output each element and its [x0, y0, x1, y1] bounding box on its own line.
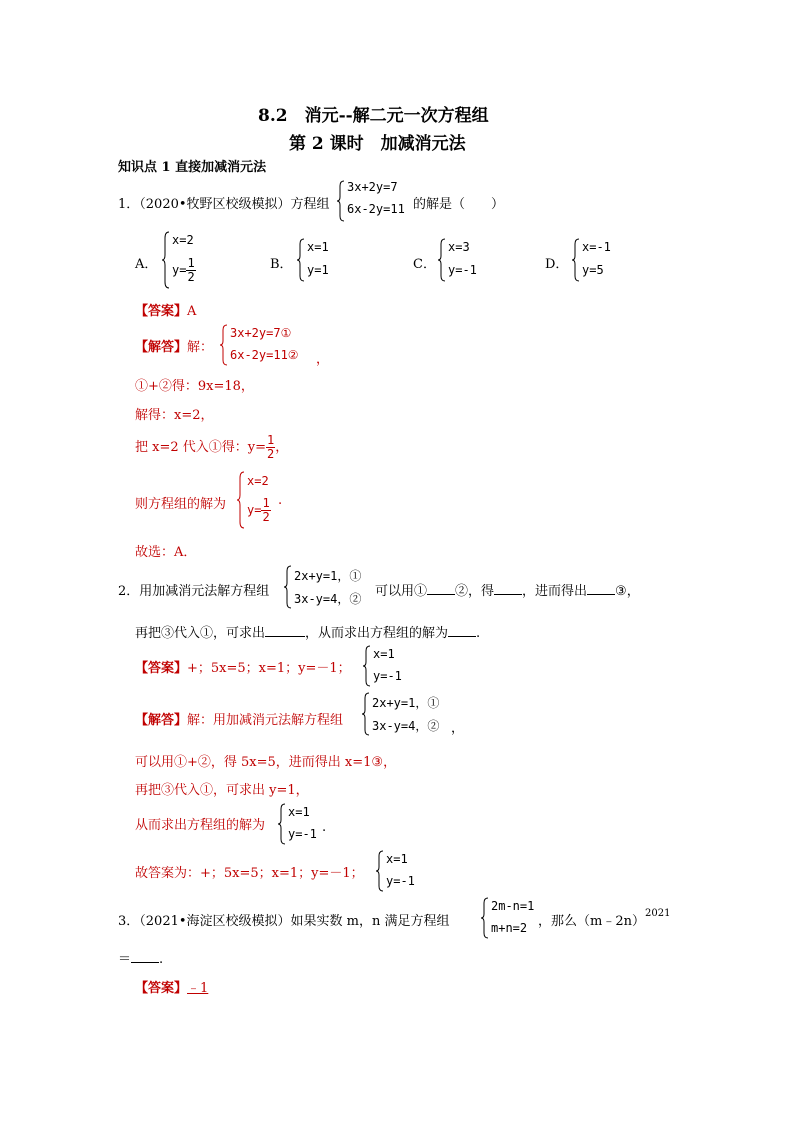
brace-icon	[284, 565, 292, 609]
brace-icon	[376, 850, 384, 892]
solution-tag: 【解答】	[135, 713, 188, 728]
option-a-y-prefix: y=	[172, 263, 187, 277]
brace-icon	[237, 471, 245, 529]
solution-equation-2: 3x-y=4，②	[372, 719, 440, 733]
q2-stem-line-2	[135, 622, 480, 641]
option-c-label: C．	[413, 257, 436, 272]
fraction-numerator: 1	[262, 496, 270, 510]
option-a-x: x=2	[172, 233, 194, 247]
q2-stem-rest	[375, 580, 640, 599]
fill-blank-5	[448, 636, 476, 637]
step-4-x: x=1	[386, 852, 408, 866]
brace-icon	[337, 180, 345, 222]
q1-answer	[135, 300, 196, 319]
equals-sign: ＝	[118, 952, 132, 967]
q1-step-4-prefix: 则方程组的解为	[135, 497, 227, 512]
brace-icon	[572, 238, 580, 282]
q2-equation-system	[284, 565, 384, 609]
solution-equation-2: 6x-2y=11②	[230, 348, 299, 362]
q2-step-4-system	[376, 850, 436, 892]
q1-step-2: 解得：x=2，	[135, 408, 214, 423]
solution-tag: 【解答】	[135, 340, 188, 355]
q3-stem-suffix	[538, 907, 671, 929]
solution-lead-text: 解：	[187, 340, 214, 355]
fraction-numerator: 1	[267, 433, 275, 447]
q2-equation-1: 2x+y=1，①	[294, 569, 362, 583]
q1-equation-1: 3x+2y=7	[347, 180, 398, 194]
step-3-y: y=-1	[288, 827, 317, 841]
q3-line-2	[118, 948, 163, 967]
q1-step-5: 故选：A．	[135, 545, 197, 560]
step-3-suffix: ，	[275, 440, 289, 455]
option-b-system	[297, 238, 357, 282]
q3-equation-2: m+n=2	[491, 921, 528, 935]
step-4-y: y=-1	[386, 874, 415, 888]
q1-stem-suffix: 的解是（ ）	[413, 197, 505, 212]
brace-icon	[162, 231, 170, 289]
answer-tag: 【答案】	[135, 304, 188, 319]
step-3-prefix: 把 x=2 代入①得：y=	[135, 440, 266, 455]
stem-suffix-text: ，那么（m﹣2n）	[538, 914, 645, 929]
fill-blank-3	[587, 594, 615, 595]
stem-line-2b-text: ，从而求出方程组的解为	[305, 626, 449, 641]
step-3-x: x=1	[288, 805, 310, 819]
q1-equation-system	[337, 180, 417, 222]
fraction-numerator: 1	[187, 256, 195, 270]
answer-y: y=-1	[373, 669, 402, 683]
fraction-denominator: 2	[187, 270, 195, 284]
stem-line-2c-text: .	[476, 626, 481, 641]
answer-x: x=1	[373, 647, 395, 661]
q2-solution-lead	[135, 709, 343, 728]
q1-solution-lead	[135, 336, 213, 355]
q2-step-4-prefix: 故答案为：+；5x=5；x=1；y=－1；	[135, 866, 364, 881]
q2-equation-2: 3x-y=4，②	[294, 592, 362, 606]
knowledge-point-heading: 知识点 1 直接加减消元法	[118, 160, 267, 175]
stem-text-4: ③，	[615, 584, 640, 599]
exponent: 2021	[644, 907, 671, 919]
option-b-x: x=1	[307, 240, 329, 254]
solution-lead-text: 解：用加减消元法解方程组	[187, 713, 344, 728]
q2-step-1: 可以用①+②，得 5x=5，进而得出 x=1③，	[135, 755, 397, 770]
option-a-system	[162, 231, 222, 289]
q2-stem-prefix: 2．用加减消元法解方程组	[118, 584, 270, 599]
step-3-suffix: .	[322, 820, 327, 835]
q2-solution-system	[362, 692, 465, 736]
option-a-y-fraction	[186, 257, 195, 284]
q1-step-4-system	[237, 471, 297, 529]
option-d-label: D．	[545, 257, 569, 272]
q3-stem-prefix: 3．（2021•海淀区校级模拟）如果实数 m，n 满足方程组	[118, 914, 450, 929]
fill-blank-2	[494, 594, 522, 595]
answer-tag: 【答案】	[135, 661, 188, 676]
solution-equation-1: 2x+y=1，①	[372, 696, 440, 710]
brace-icon	[481, 897, 489, 939]
q3-answer	[135, 977, 208, 996]
stem-text-2: ②，得	[455, 584, 495, 599]
q1-stem-prefix: 1．（2020•牧野区校级模拟）方程组	[118, 197, 330, 212]
page-subtitle: 第 2 课时 加减消元法	[289, 134, 466, 154]
fraction-denominator: 2	[262, 510, 270, 524]
step-4-y-prefix: y=	[247, 503, 262, 517]
option-d-y: y=5	[582, 263, 604, 277]
q1-step-1: ①+②得：9x=18，	[135, 379, 254, 394]
answer-text: +；5x=5；x=1；y=－1；	[187, 661, 351, 676]
q1-solution-system	[220, 324, 330, 366]
option-b-y: y=1	[307, 263, 329, 277]
answer-value: ﹣1	[187, 981, 209, 996]
answer-tag: 【答案】	[135, 981, 188, 996]
option-c-y: y=-1	[448, 263, 477, 277]
brace-icon	[438, 238, 446, 282]
fill-blank-4	[265, 636, 305, 637]
q1-step-3	[135, 434, 288, 461]
answer-value: A	[187, 304, 197, 319]
line-2-end: .	[159, 952, 164, 967]
q1-equation-2: 6x-2y=11	[347, 202, 405, 216]
stem-text-3: ，进而得出	[522, 584, 588, 599]
option-c-x: x=3	[448, 240, 470, 254]
solution-system-tail: ，	[451, 721, 465, 736]
brace-icon	[220, 324, 228, 366]
option-b-label: B．	[270, 257, 293, 272]
fill-blank	[131, 962, 159, 963]
fraction-denominator: 2	[267, 447, 275, 461]
solution-equation-1: 3x+2y=7①	[230, 326, 292, 340]
q2-answer-system	[363, 645, 423, 687]
q2-answer	[135, 657, 351, 676]
option-d-x: x=-1	[582, 240, 611, 254]
q3-equation-1: 2m-n=1	[491, 899, 535, 913]
stem-text-1: 可以用①	[375, 584, 428, 599]
step-4-y-fraction	[261, 497, 270, 524]
brace-icon	[297, 238, 305, 282]
page-title: 8.2 消元--解二元一次方程组	[258, 106, 489, 126]
brace-icon	[278, 803, 286, 845]
option-d-system	[572, 238, 632, 282]
brace-icon	[363, 645, 371, 687]
q2-step-3-prefix: 从而求出方程组的解为	[135, 818, 266, 833]
step-4-suffix: .	[278, 493, 283, 508]
brace-icon	[362, 692, 370, 736]
q2-step-3-system	[278, 803, 338, 845]
step-4-x: x=2	[247, 474, 269, 488]
stem-line-2-text: 再把③代入①，可求出	[135, 626, 266, 641]
step-3-fraction	[266, 434, 275, 461]
fill-blank-1	[427, 594, 455, 595]
option-a-label: A．	[135, 257, 158, 272]
solution-system-tail: ，	[316, 352, 330, 367]
q2-step-2: 再把③代入①，可求出 y=1，	[135, 783, 309, 798]
option-c-system	[438, 238, 498, 282]
